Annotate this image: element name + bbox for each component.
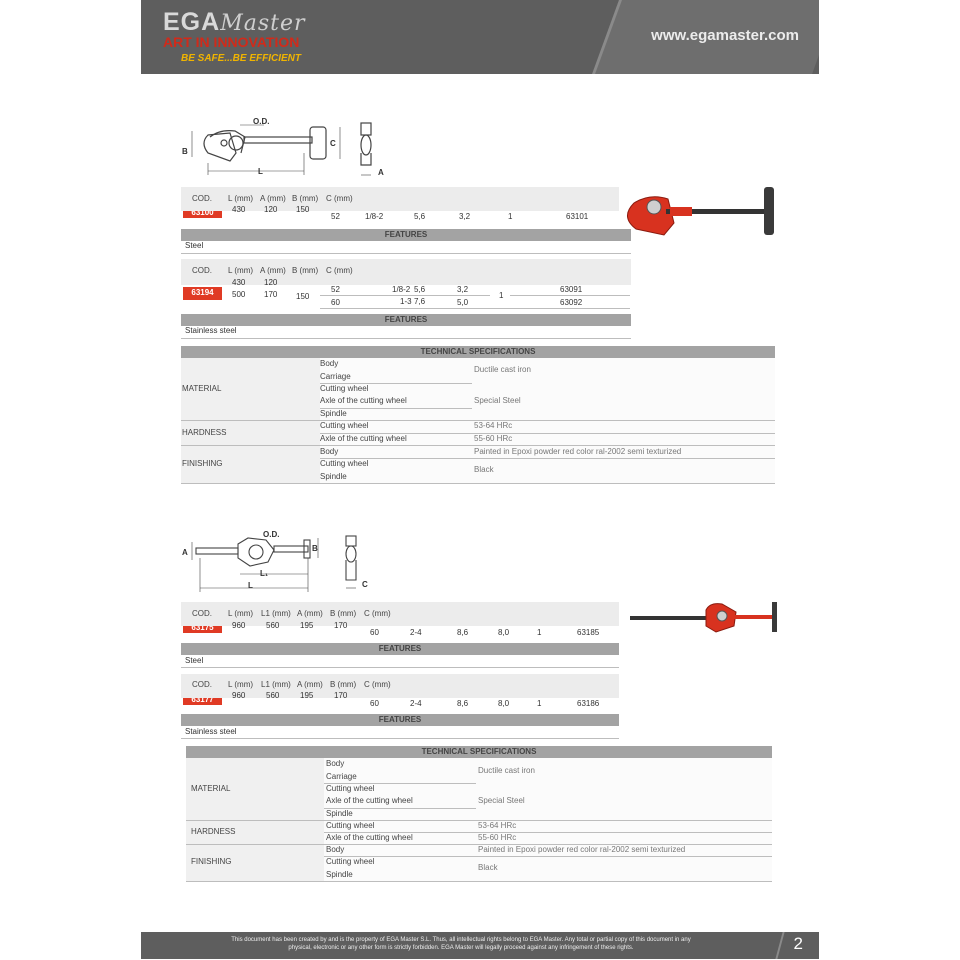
dim-od: O.D. <box>263 530 280 539</box>
spec-hardness-label: HARDNESS <box>191 827 236 836</box>
cell-v1: 5,6 <box>414 285 426 294</box>
cell-size: 2-4 <box>410 628 422 637</box>
col-l1: L1 (mm) <box>261 609 291 618</box>
dim-l1: L₁ <box>260 569 269 578</box>
cell-l: 430 <box>232 205 246 214</box>
col-l1: L1 (mm) <box>261 680 291 689</box>
cell-v1: 5,6 <box>414 212 426 221</box>
col-cod: COD. <box>192 680 212 689</box>
col-a: A (mm) <box>260 266 286 275</box>
cell-size: 1-3 <box>400 297 412 306</box>
cell-a: 120 <box>264 205 278 214</box>
cod-badge: 63177 <box>183 698 222 705</box>
spec-carriage: Carriage <box>320 372 351 381</box>
cell-c: 52 <box>331 212 340 221</box>
divider <box>181 420 775 421</box>
col-cod: COD. <box>192 266 212 275</box>
dim-l: L <box>258 167 263 176</box>
spec-finishing-label: FINISHING <box>191 857 232 866</box>
spec-carriage: Carriage <box>326 772 357 781</box>
cell-v2: 3,2 <box>457 285 469 294</box>
cell-v1: 8,6 <box>457 628 469 637</box>
spec-axle: Axle of the cutting wheel <box>326 796 413 805</box>
cell-a: 195 <box>300 691 314 700</box>
material-text: Stainless steel <box>185 727 237 736</box>
dim-l: L <box>248 581 253 590</box>
spec-painted-value: Painted in Epoxi powder red color ral-2002 semi texturized <box>478 845 686 854</box>
spec-hrc2-value: 55-60 HRc <box>474 434 513 443</box>
spec-body: Body <box>326 845 345 854</box>
cell-size: 1/8-2 <box>365 212 384 221</box>
pipe-cutter-diagram-1 <box>180 113 390 183</box>
spec-ductile-value: Ductile cast iron <box>474 365 531 374</box>
cell-v1: 7,6 <box>414 297 426 306</box>
spec-material-label: MATERIAL <box>191 784 231 793</box>
col-c: C (mm) <box>364 680 391 689</box>
cell-v2: 5,0 <box>457 298 469 307</box>
col-a: A (mm) <box>260 194 286 203</box>
cell-l: 430 <box>232 278 246 287</box>
legal-notice <box>141 936 781 952</box>
spec-body: Body <box>320 359 339 368</box>
col-c: C (mm) <box>326 266 353 275</box>
divider <box>320 458 775 459</box>
cell-v3: 1 <box>537 699 542 708</box>
col-b: B (mm) <box>330 680 357 689</box>
col-l: L (mm) <box>228 680 254 689</box>
col-a: A (mm) <box>297 680 323 689</box>
spec-spindle: Spindle <box>320 409 347 418</box>
divider <box>181 483 775 484</box>
spec-black-value: Black <box>474 465 494 474</box>
cell-b: 150 <box>296 205 310 214</box>
col-l: L (mm) <box>228 266 254 275</box>
dim-b: B <box>182 147 188 156</box>
spec-body: Body <box>320 447 339 456</box>
divider <box>181 253 631 254</box>
divider <box>186 844 772 845</box>
cell-l1: 560 <box>266 621 280 630</box>
dim-a: A <box>378 168 384 177</box>
col-b: B (mm) <box>330 609 357 618</box>
col-cod: COD. <box>192 194 212 203</box>
spec-cutting-wheel: Cutting wheel <box>326 821 375 830</box>
spec-axle: Axle of the cutting wheel <box>326 833 413 842</box>
divider <box>320 295 490 296</box>
cod-badge: 63100 <box>183 211 222 218</box>
divider <box>324 832 772 833</box>
legal-line-1: This document has been created by and is the property of EGA Master S.L. Thus, all intellectual rights belong to EGA Master. Any total or partial copy of this document in any <box>231 937 691 943</box>
spec-cutting-wheel: Cutting wheel <box>320 421 369 430</box>
spec-material-label: MATERIAL <box>182 384 222 393</box>
col-a: A (mm) <box>297 609 323 618</box>
cell-c: 60 <box>370 699 379 708</box>
divider <box>186 820 772 821</box>
col-c: C (mm) <box>364 609 391 618</box>
legal-line-2: physical, electronic or any other form is strictly forbidden. EGA Master will legally proceed against any infringement of these rights. <box>288 945 634 951</box>
cell-l1: 560 <box>266 691 280 700</box>
col-b: B (mm) <box>292 194 319 203</box>
slogan: BE SAFE...BE EFFICIENT <box>181 53 302 64</box>
spec-finishing-label: FINISHING <box>182 459 223 468</box>
dim-c: C <box>362 580 368 589</box>
col-l: L (mm) <box>228 194 254 203</box>
spec-hrc1-value: 53-64 HRc <box>474 421 513 430</box>
cell-v3: 1 <box>499 291 504 300</box>
spec-spindle: Spindle <box>320 472 347 481</box>
spec-axle: Axle of the cutting wheel <box>320 396 407 405</box>
col-b: B (mm) <box>292 266 319 275</box>
cell-b: 150 <box>296 292 310 301</box>
spec-body: Body <box>326 759 345 768</box>
cell-ref: 63186 <box>577 699 600 708</box>
pipe-cutter-product-image-2 <box>626 598 781 638</box>
spec-cutting-wheel: Cutting wheel <box>320 459 369 468</box>
material-text: Steel <box>185 241 204 250</box>
material-text: Steel <box>185 656 204 665</box>
col-c: C (mm) <box>326 194 353 203</box>
divider <box>320 308 630 309</box>
dim-od: O.D. <box>253 117 270 126</box>
spec-spindle: Spindle <box>326 870 353 879</box>
cell-v1: 8,6 <box>457 699 469 708</box>
col-cod: COD. <box>192 609 212 618</box>
features-band: FEATURES <box>181 714 619 726</box>
material-text: Stainless steel <box>185 326 237 335</box>
cell-a: 120 <box>264 278 278 287</box>
cell-size: 2-4 <box>410 699 422 708</box>
divider <box>181 667 619 668</box>
cell-v2: 8,0 <box>498 699 510 708</box>
cell-l: 960 <box>232 691 246 700</box>
spec-special-steel-value: Special Steel <box>474 396 521 405</box>
divider <box>181 738 619 739</box>
page-footer <box>141 932 819 959</box>
spec-cutting-wheel: Cutting wheel <box>326 857 375 866</box>
features-band: FEATURES <box>181 229 631 241</box>
cod-badge: 63175 <box>183 626 222 633</box>
divider <box>320 433 775 434</box>
spec-black-value: Black <box>478 863 498 872</box>
cell-b: 170 <box>334 621 348 630</box>
cell-ref: 63091 <box>560 285 583 294</box>
pipe-cutter-diagram-2 <box>180 530 380 594</box>
col-l: L (mm) <box>228 609 254 618</box>
cell-c: 60 <box>331 298 340 307</box>
techspec-band: TECHNICAL SPECIFICATIONS <box>186 746 772 758</box>
page-header <box>141 0 819 74</box>
cell-ref: 63092 <box>560 298 583 307</box>
spec-spindle: Spindle <box>326 809 353 818</box>
cell-c: 60 <box>370 628 379 637</box>
dim-b: B <box>312 544 318 553</box>
divider <box>181 445 775 446</box>
spec-hrc1-value: 53-64 HRc <box>478 821 517 830</box>
divider <box>320 383 472 384</box>
cell-l: 500 <box>232 290 246 299</box>
page-number: 2 <box>793 934 803 953</box>
dim-a: A <box>182 548 188 557</box>
divider <box>320 408 472 409</box>
cell-l: 960 <box>232 621 246 630</box>
cell-a: 195 <box>300 621 314 630</box>
cell-ref: 63101 <box>566 212 589 221</box>
divider <box>324 783 476 784</box>
divider <box>181 338 631 339</box>
features-band: FEATURES <box>181 314 631 326</box>
cell-v3: 1 <box>537 628 542 637</box>
cell-c: 52 <box>331 285 340 294</box>
dim-c: C <box>330 139 336 148</box>
spec-axle: Axle of the cutting wheel <box>320 434 407 443</box>
spec-hrc2-value: 55-60 HRc <box>478 833 517 842</box>
spec-ductile-value: Ductile cast iron <box>478 766 535 775</box>
divider <box>324 856 772 857</box>
cell-v2: 3,2 <box>459 212 471 221</box>
cell-v3: 1 <box>508 212 513 221</box>
ega-master-logo: EGAMaster <box>163 8 306 36</box>
features-band: FEATURES <box>181 643 619 655</box>
techspec-band: TECHNICAL SPECIFICATIONS <box>181 346 775 358</box>
spec-special-steel-value: Special Steel <box>478 796 525 805</box>
cell-size: 1/8-2 <box>392 285 411 294</box>
spec-hardness-label: HARDNESS <box>182 428 227 437</box>
website-link[interactable]: www.egamaster.com <box>651 27 799 44</box>
spec-cutting-wheel: Cutting wheel <box>320 384 369 393</box>
spec-painted-value: Painted in Epoxi powder red color ral-2002 semi texturized <box>474 447 682 456</box>
tagline: ART IN INNOVATION <box>163 34 300 50</box>
cod-badge: 63194 <box>183 287 222 300</box>
techspec-values-bg <box>320 358 775 484</box>
pipe-cutter-product-image-1 <box>624 183 780 239</box>
cell-ref: 63185 <box>577 628 600 637</box>
cell-v2: 8,0 <box>498 628 510 637</box>
cell-a: 170 <box>264 290 278 299</box>
divider <box>324 808 476 809</box>
cell-b: 170 <box>334 691 348 700</box>
divider <box>186 881 772 882</box>
divider <box>510 295 630 296</box>
spec-cutting-wheel: Cutting wheel <box>326 784 375 793</box>
